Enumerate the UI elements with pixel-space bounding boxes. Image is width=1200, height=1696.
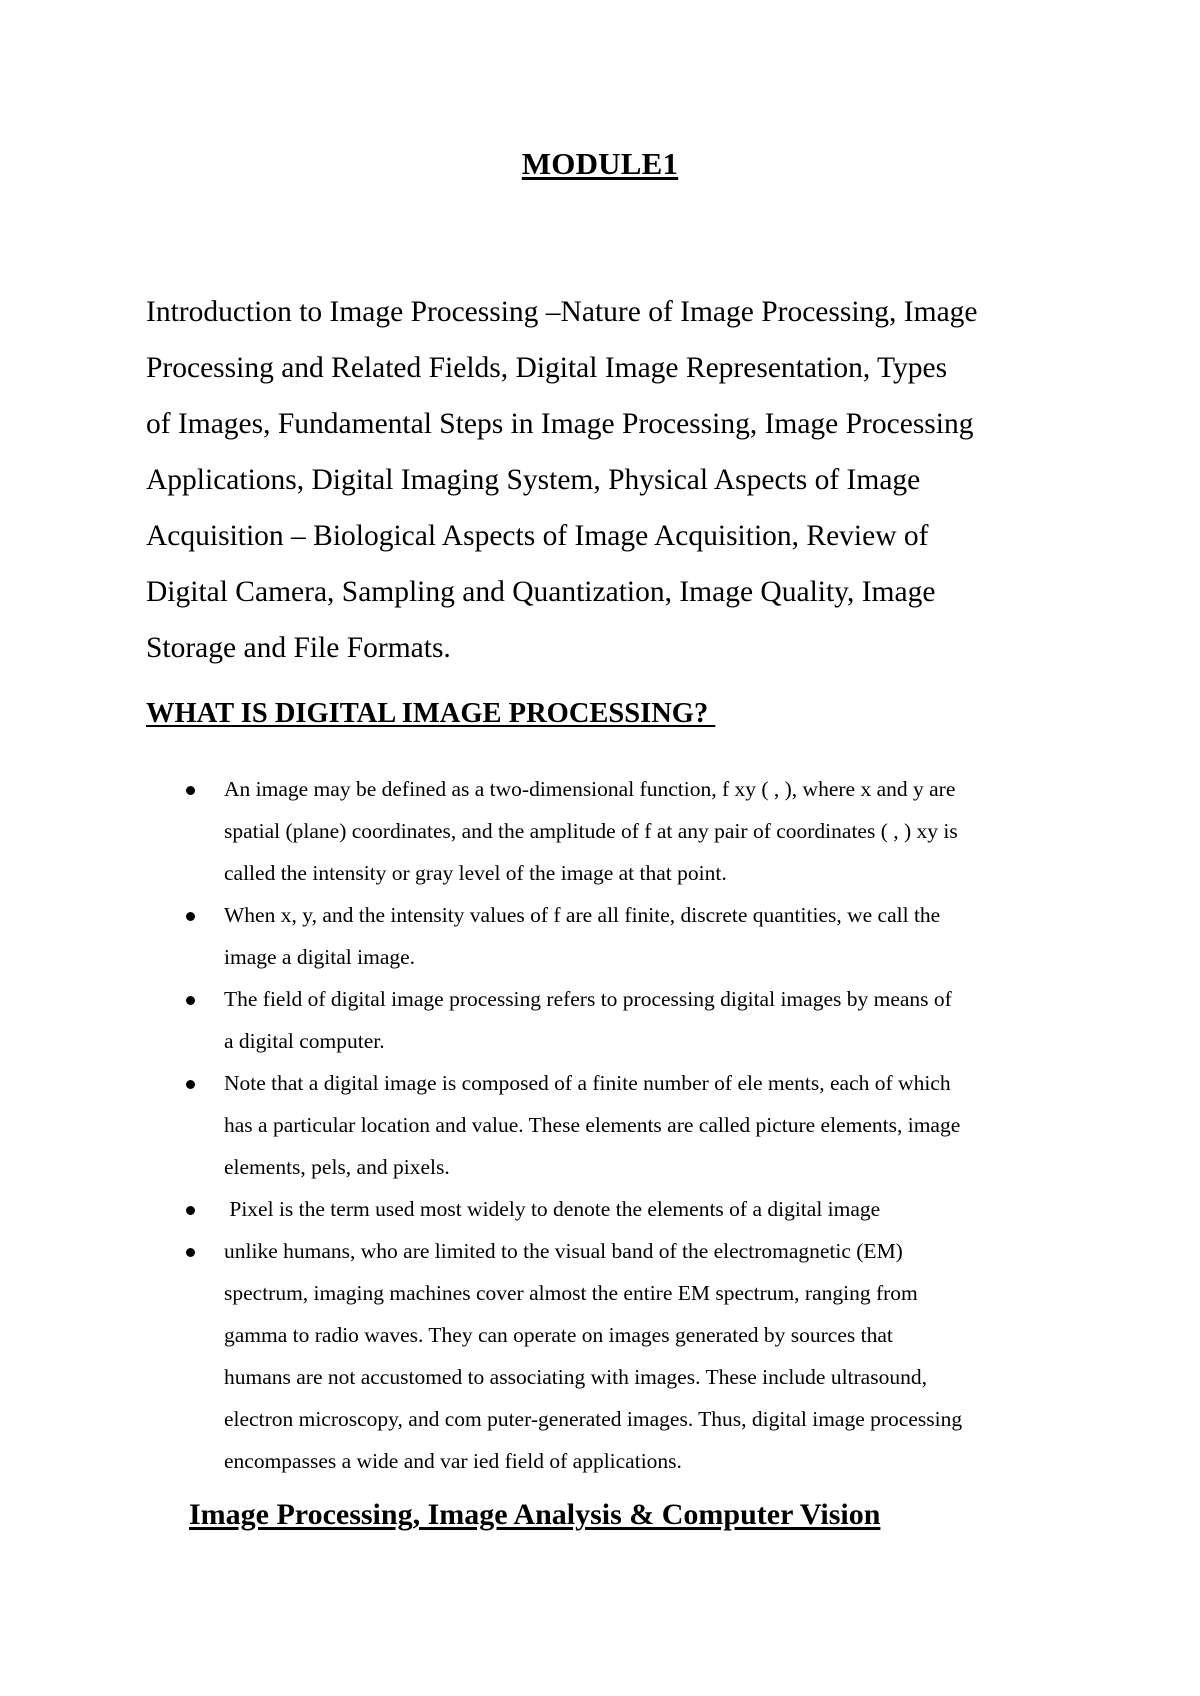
bullet-line: Pixel is the term used most widely to denote the elements of a digital image [224,1197,881,1221]
intro-line: Acquisition – Biological Aspects of Image Acquisition, Review of [146,520,929,552]
bullet-icon [186,1080,195,1089]
bullet-icon [186,1206,195,1215]
bullet-icon [186,912,195,921]
bullet-line: called the intensity or gray level of the image at that point. [224,861,727,885]
bullet-line: humans are not accustomed to associating with images. These include ultrasound, [224,1365,927,1389]
intro-line: Applications, Digital Imaging System, Physical Aspects of Image [146,464,921,496]
bullet-line: spatial (plane) coordinates, and the amplitude of f at any pair of coordinates ( , ) xy is [224,819,958,843]
bullet-list [146,768,1086,1482]
bullet-item [146,768,1086,894]
bullet-icon [186,1248,195,1257]
bullet-line: elements, pels, and pixels. [224,1155,450,1179]
bullet-icon [186,996,195,1005]
intro-line: of Images, Fundamental Steps in Image Processing, Image Processing [146,408,974,440]
bullet-line: Note that a digital image is composed of a finite number of ele ments, each of which [224,1071,951,1095]
bullet-line: When x, y, and the intensity values of f are all finite, discrete quantities, we call the [224,903,941,927]
subsection-heading: Image Processing, Image Analysis & Computer Vision [189,1498,881,1531]
bullet-item [146,978,1086,1062]
bullet-line: encompasses a wide and var ied field of applications. [224,1449,682,1473]
bullet-line: electron microscopy, and com puter-generated images. Thus, digital image processing [224,1407,963,1431]
bullet-line: has a particular location and value. These elements are called picture elements, image [224,1113,961,1137]
bullet-item [146,1062,1086,1188]
bullet-line: unlike humans, who are limited to the visual band of the electromagnetic (EM) [224,1239,903,1263]
bullet-line: gamma to radio waves. They can operate on images generated by sources that [224,1323,893,1347]
intro-line: Digital Camera, Sampling and Quantization, Image Quality, Image [146,576,936,608]
module-title: MODULE1 [521,146,679,181]
bullet-item [146,894,1086,978]
bullet-line: image a digital image. [224,945,416,969]
bullet-line: The field of digital image processing refers to processing digital images by means of [224,987,952,1011]
bullet-item [146,1230,1086,1482]
bullet-line: a digital computer. [224,1029,385,1053]
bullet-item [146,1188,1086,1230]
section-heading: WHAT IS DIGITAL IMAGE PROCESSING? [146,698,716,729]
bullet-line: An image may be defined as a two-dimensional function, f xy ( , ), where x and y are [224,777,956,801]
bullet-line: spectrum, imaging machines cover almost the entire EM spectrum, ranging from [224,1281,918,1305]
intro-line: Storage and File Formats. [146,632,451,664]
intro-line: Processing and Related Fields, Digital Image Representation, Types [146,352,948,384]
module-introduction [146,284,1066,676]
intro-line: Introduction to Image Processing –Nature of Image Processing, Image [146,296,978,328]
bullet-icon [186,786,195,795]
